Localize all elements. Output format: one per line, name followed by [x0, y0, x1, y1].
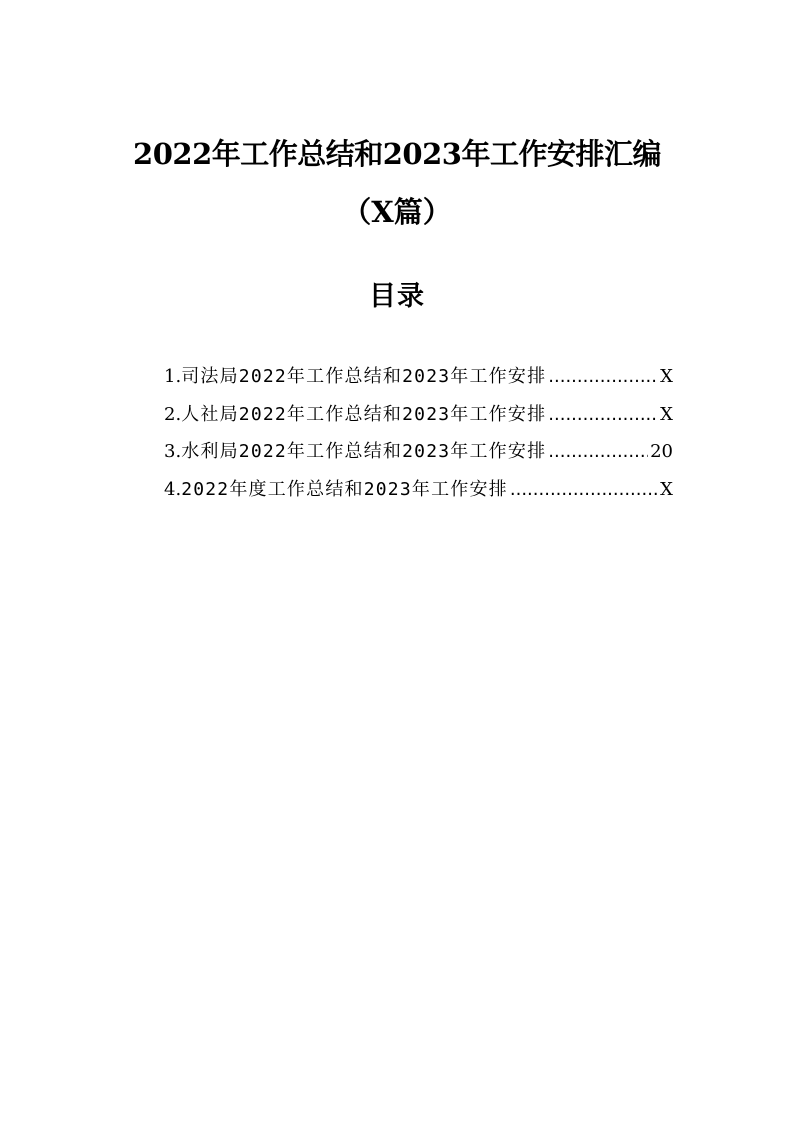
toc-entry-2[interactable] [164, 402, 673, 440]
toc-dot-leader [548, 402, 658, 428]
toc-entry-number: 1. [164, 366, 182, 387]
toc-entry-number: 3. [164, 441, 182, 462]
toc-entry-title: 人社局2022年工作总结和2023年工作安排 [181, 403, 547, 425]
toc-entry-page: X [660, 403, 673, 425]
toc-dot-leader [510, 477, 658, 503]
toc-entry-number: 4. [164, 478, 182, 500]
toc-entry-page: X [660, 366, 673, 387]
document-title: 2022年工作总结和2023年工作安排汇编 [133, 137, 661, 171]
table-of-contents [164, 364, 673, 514]
toc-entry-page: X [660, 478, 673, 500]
toc-entry-title: 司法局2022年工作总结和2023年工作安排 [181, 366, 547, 387]
toc-entry-page: 20 [650, 441, 673, 462]
toc-heading: 目录 [369, 281, 425, 312]
toc-entry-number: 2. [164, 403, 182, 425]
toc-dot-leader [548, 364, 658, 390]
toc-entry-4[interactable] [164, 477, 673, 515]
toc-dot-leader [548, 439, 648, 465]
toc-entry-title: 2022年度工作总结和2023年工作安排 [181, 478, 508, 500]
toc-entry-1[interactable] [164, 364, 673, 402]
document-subtitle: （X篇） [342, 195, 452, 229]
toc-entry-title: 水利局2022年工作总结和2023年工作安排 [181, 441, 547, 462]
toc-entry-3[interactable] [164, 439, 673, 477]
